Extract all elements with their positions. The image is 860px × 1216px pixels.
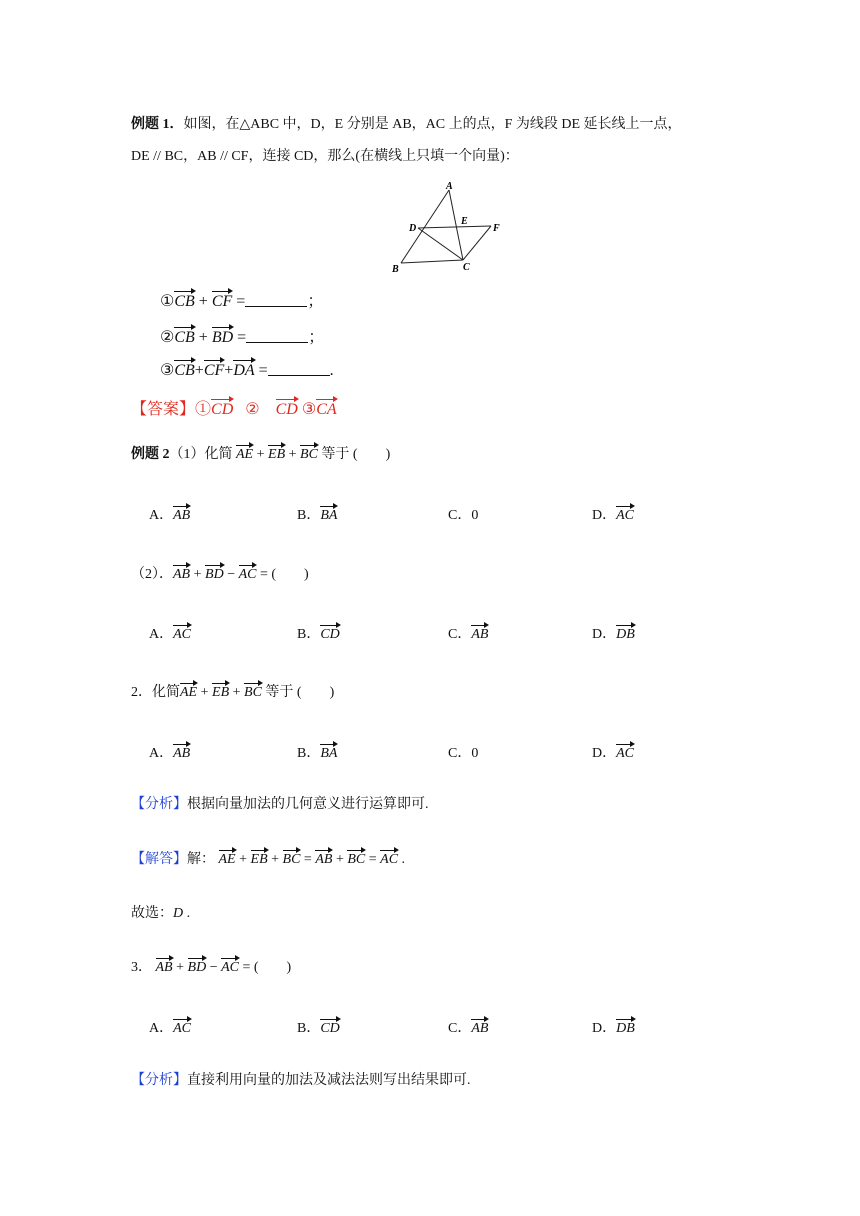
example2-part1: 例题 2（1）化简 AE + EB + BC 等于 ( )	[131, 447, 391, 462]
segment-df	[418, 226, 491, 228]
question3-stem: 3． AB + BD − AC = ( )	[131, 960, 292, 975]
option-c[interactable]: C．AB	[448, 627, 489, 642]
analysis-label: 【分析】	[131, 797, 187, 812]
option-a[interactable]: A．AC	[149, 1021, 192, 1036]
option-c[interactable]: C．0	[448, 746, 479, 761]
blank-1[interactable]	[245, 293, 307, 307]
question2-solution: 【解答】解： AE + EB + BC = AB + BC = AC .	[131, 852, 406, 867]
question3-analysis: 【分析】直接利用向量的加法及减法法则写出结果即可.	[131, 1073, 471, 1088]
question2-analysis: 【分析】根据向量加法的几何意义进行运算即可.	[131, 797, 429, 812]
example1-header: 例题 1．如图，在△ABC 中，D，E 分别是 AB，AC 上的点，F 为线段 DE 延长线上一点，	[131, 117, 682, 132]
example1-item-2: ②CB + BD = ；	[160, 329, 325, 346]
option-b[interactable]: B．CD	[297, 1021, 340, 1036]
option-b[interactable]: B．BA	[297, 508, 338, 523]
example1-title: 例题 1	[131, 117, 170, 132]
triangle-figure	[385, 180, 505, 275]
label-c: C	[463, 262, 470, 273]
blank-3[interactable]	[268, 362, 330, 376]
example1-item-3: ③CB+CF+DA = .	[160, 362, 334, 379]
answer-label: 【答案】	[131, 401, 196, 418]
option-b[interactable]: B．CD	[297, 627, 340, 642]
question2-stem: 2．化简AE + EB + BC 等于 ( )	[131, 685, 335, 700]
option-d[interactable]: D．DB	[592, 1021, 635, 1036]
solution-label: 【解答】	[131, 852, 187, 867]
option-b[interactable]: B．BA	[297, 746, 338, 761]
example2-title: 例题 2	[131, 447, 170, 462]
label-f: F	[493, 223, 500, 234]
segment-cf	[463, 226, 491, 260]
option-a[interactable]: A．AB	[149, 508, 191, 523]
blank-2[interactable]	[246, 329, 308, 343]
option-d[interactable]: D．AC	[592, 508, 635, 523]
example2-part2: （2）．AB + BD − AC = ( )	[131, 567, 309, 582]
example1-intro-line2: DE // BC，AB // CF，连接 CD，那么(在横线上只填一个向量)：	[131, 149, 519, 164]
label-e: E	[461, 216, 468, 227]
label-a: A	[446, 181, 453, 192]
option-a[interactable]: A．AC	[149, 627, 192, 642]
question2-choice: 故选：D .	[131, 906, 191, 921]
segment-cd	[418, 228, 463, 260]
segment-bc	[401, 260, 463, 263]
option-d[interactable]: D．DB	[592, 627, 635, 642]
option-d[interactable]: D．AC	[592, 746, 635, 761]
option-a[interactable]: A．AB	[149, 746, 191, 761]
option-c[interactable]: C．AB	[448, 1021, 489, 1036]
label-b: B	[392, 264, 399, 275]
example1-item-1: ①CB + CF = ；	[160, 293, 324, 310]
analysis-label: 【分析】	[131, 1073, 187, 1088]
label-d: D	[409, 223, 417, 234]
option-c[interactable]: C．0	[448, 508, 479, 523]
example1-intro: 如图，在△ABC 中，D，E 分别是 AB，AC 上的点，F 为线段 DE 延长线上一点，	[183, 117, 682, 132]
example1-answer: 【答案】①CD ② CD ③CA	[131, 401, 337, 418]
